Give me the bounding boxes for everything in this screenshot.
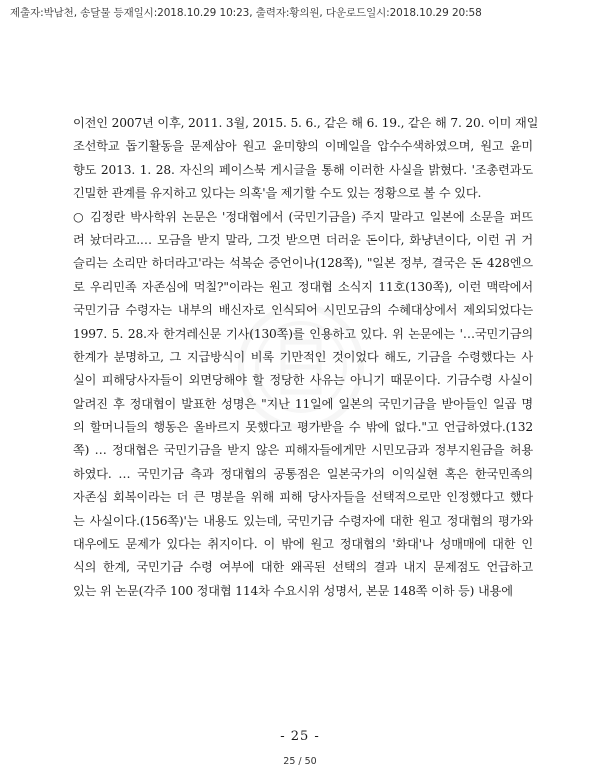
body-text-line: ○ 김정란 박사학위 논문은 '정대협에서 (국민기금을) 주지 말라고 일본에 소문을 퍼뜨 [73, 209, 533, 224]
page-number: - 25 - [280, 729, 320, 744]
body-text-line: 조선학교 돕기활동을 문제삼아 원고 윤미향의 이메일을 압수수색하였으며, 원고 윤미 [73, 139, 533, 154]
body-text-line: 한계가 분명하고, 그 지급방식이 비록 기만적인 것이었다 해도, 기금을 수령했다는 사 [73, 349, 533, 364]
body-text-line: 이전인 2007년 이후, 2011. 3월, 2015. 5. 6., 같은 해 6. 19., 같은 해 7. 20. 이미 재일 [73, 116, 539, 130]
body-text-line: 국민기금 수령자는 내부의 배신자로 인식되어 시민모금의 수혜대상에서 제외되었다는 [73, 303, 533, 318]
body-text-line: 알려진 후 정대협이 발표한 성명은 "지난 11일에 일본의 국민기금을 받아들인 일곱 명 [73, 396, 533, 411]
body-text-line: 식의 한계, 국민기금 수령 여부에 대한 왜곡된 선택의 결과 내지 문제점도 언급하고 [73, 560, 533, 575]
body-text-line: 대우에도 문제가 있다는 취지이다. 이 밖에 원고 정대협의 '화대'나 성매매에 대한 인 [73, 537, 533, 552]
body-text-line: 쪽) … 정대협은 국민기금을 받지 않은 피해자들에게만 시민모금과 정부지원금을 허용 [73, 443, 533, 458]
body-text-line: 슬리는 소리만 하더라고'라는 석복순 증언이나(128쪽), "일본 정부, 결국은 돈 428엔으 [73, 256, 533, 271]
body-text-line: 자존심 회복이라는 더 큰 명분을 위해 피해 당사자들을 선택적으로만 인정했다고 했다 [73, 490, 533, 505]
document-body [73, 112, 539, 603]
download-info-header: 제출자:박남천, 송달물 등재일시:2018.10.29 10:23, 출력자:황의원, 다운로드일시:2018.10.29 20:58 [10, 7, 482, 19]
body-text-line: 려 놨더라고.… 모금을 받지 말라, 그것 받으면 더러운 돈이다, 화냥년이다, 이런 귀 거 [73, 232, 533, 247]
body-text-line: 긴밀한 관계를 유지하고 있다는 의혹'을 제기할 수도 있는 정황으로 볼 수 있다. [73, 186, 482, 201]
body-text-line: 의 할머니들의 행동은 올바르지 못했다고 평가받을 수 밖에 없다."고 언급하였다.(132 [73, 420, 533, 435]
body-text-line: 향도 2013. 1. 28. 자신의 페이스북 게시글을 통해 이러한 사실을 밝혔다. '조총련과도 [73, 162, 533, 177]
body-text-line: 하였다. … 국민기금 측과 정대협의 공통점은 일본국가의 이익실현 혹은 한국민족의 [73, 466, 533, 481]
body-text-line: 1997. 5. 28.자 한겨레신문 기사(130쪽)를 인용하고 있다. 위 논문에는 '…국민기금의 [73, 326, 533, 341]
body-text-line: 있는 위 논문(각주 100 정대협 114차 수요시위 성명서, 본문 148쪽 이하 등) 내용에 [73, 583, 513, 598]
body-text-line: 는 사실이다.(156쪽)'는 내용도 있는데, 국민기금 수령자에 대한 원고 정대협의 평가와 [73, 513, 533, 528]
body-text-line: 로 우리민족 자존심에 먹칠?"이라는 원고 정대협 소식지 11호(130쪽), 이런 맥락에서 [73, 279, 533, 294]
page-count: 25 / 50 [283, 756, 317, 767]
body-text-line: 실이 피해당사자들이 외면당해야 할 정당한 사유는 아니기 때문이다. 기금수령 사실이 [73, 373, 533, 388]
